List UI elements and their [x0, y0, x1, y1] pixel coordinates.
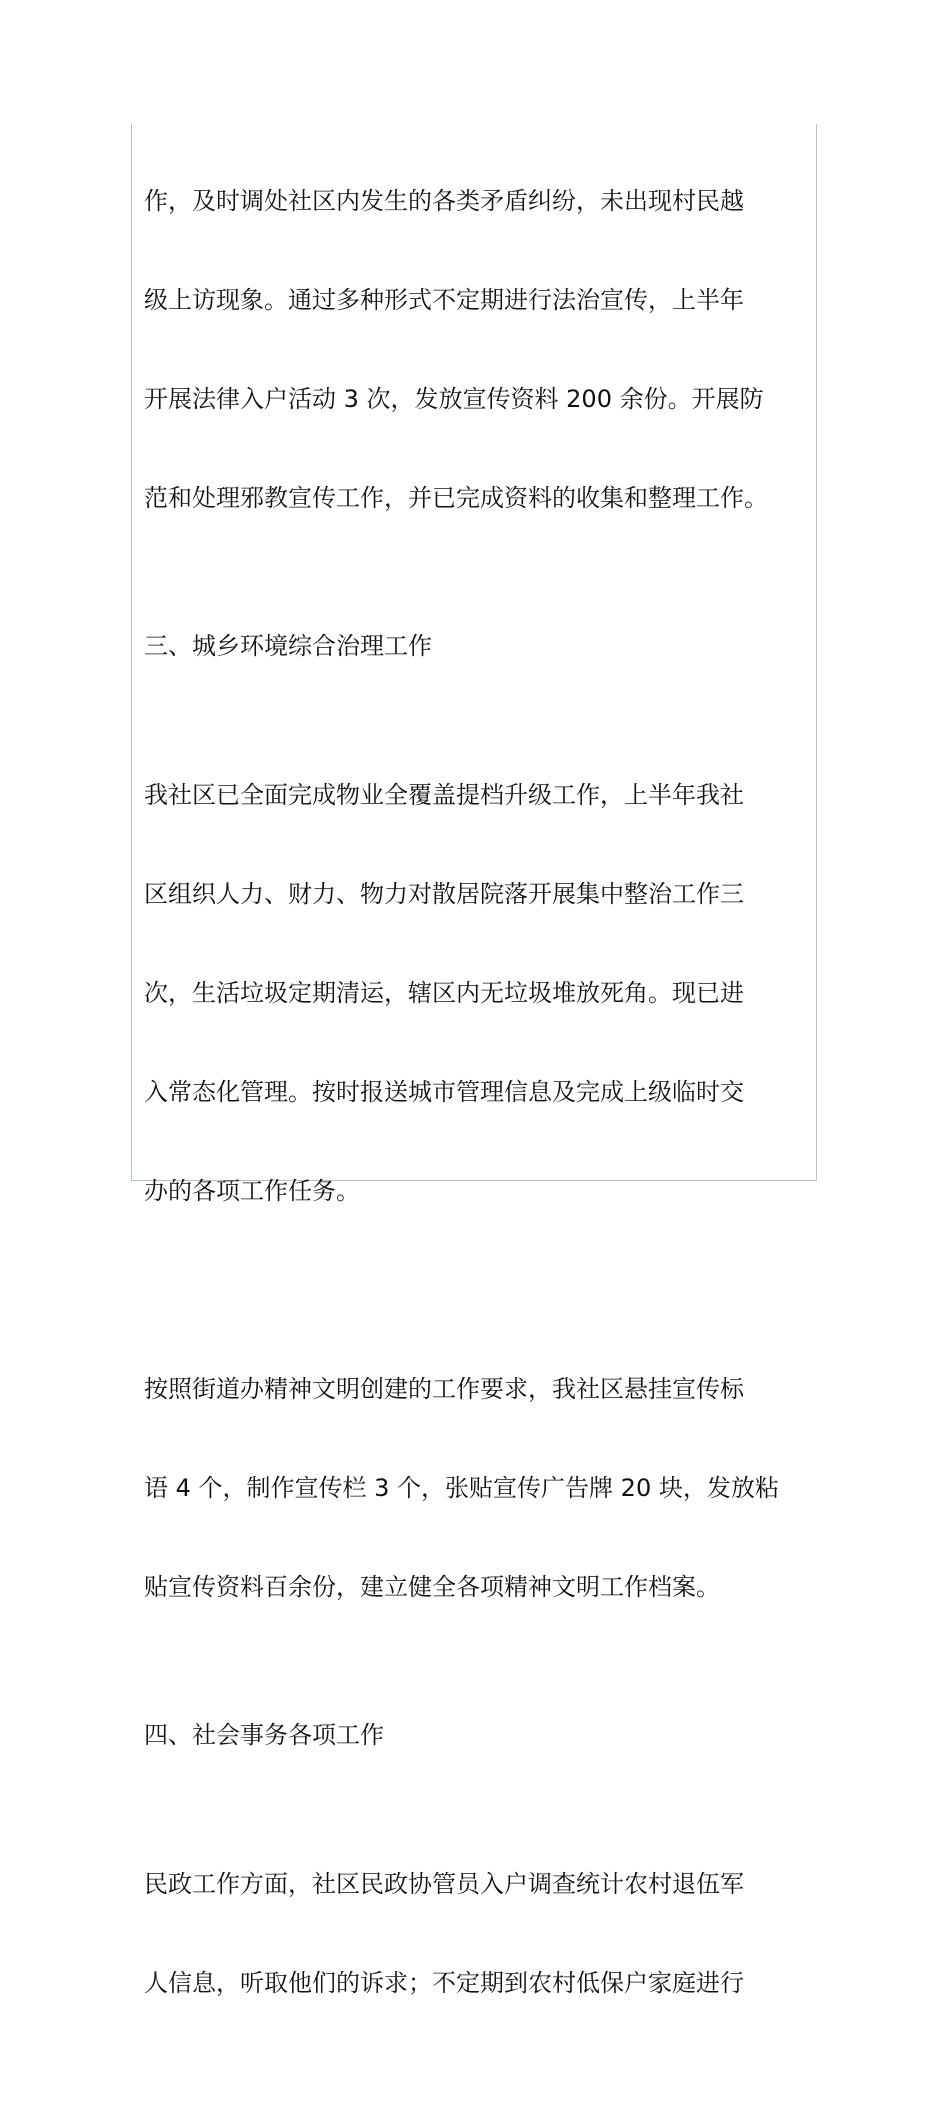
text-line: 我社区已全面完成物业全覆盖提档升级工作，上半年我社 [144, 780, 744, 809]
text-line: 民政工作方面，社区民政协管员入户调查统计农村退伍军 [144, 1869, 744, 1898]
paragraph-property-upgrade [144, 721, 804, 1266]
text-line: 范和处理邪教宣传工作，并已完成资料的收集和整理工作。 [144, 483, 768, 512]
text-line: 区组织人力、财力、物力对散居院落开展集中整治工作三 [144, 879, 744, 908]
text-line: 作，及时调处社区内发生的各类矛盾纠纷，未出现村民越 [144, 186, 744, 215]
document-body [144, 127, 804, 2107]
text-line: 开展法律入户活动 3 次，发放宣传资料 200 余份。开展防 [144, 384, 764, 413]
section-heading-4 [144, 1711, 804, 1761]
section-heading-3 [144, 622, 804, 672]
paragraph-civilization [144, 1315, 804, 1662]
text-line: 语 4 个，制作宣传栏 3 个，张贴宣传广告牌 20 块，发放粘 [144, 1473, 779, 1502]
text-line: 办的各项工作任务。 [144, 1176, 360, 1205]
text-line: 入常态化管理。按时报送城市管理信息及完成上级临时交 [144, 1077, 744, 1106]
text-line: 级上访现象。通过多种形式不定期进行法治宣传，上半年 [144, 285, 744, 314]
text-line: 按照街道办精神文明创建的工作要求，我社区悬挂宣传标 [144, 1374, 744, 1403]
text-line: 人信息，听取他们的诉求；不定期到农村低保户家庭进行 [144, 1968, 744, 1997]
paragraph-legal-publicity [144, 127, 804, 573]
paragraph-civil-affairs [144, 1810, 804, 2058]
heading-text: 三、城乡环境综合治理工作 [144, 632, 432, 660]
text-line: 贴宣传资料百余份，建立健全各项精神文明工作档案。 [144, 1572, 720, 1601]
heading-text: 四、社会事务各项工作 [144, 1721, 384, 1749]
text-line: 次，生活垃圾定期清运，辖区内无垃圾堆放死角。现已进 [144, 978, 744, 1007]
